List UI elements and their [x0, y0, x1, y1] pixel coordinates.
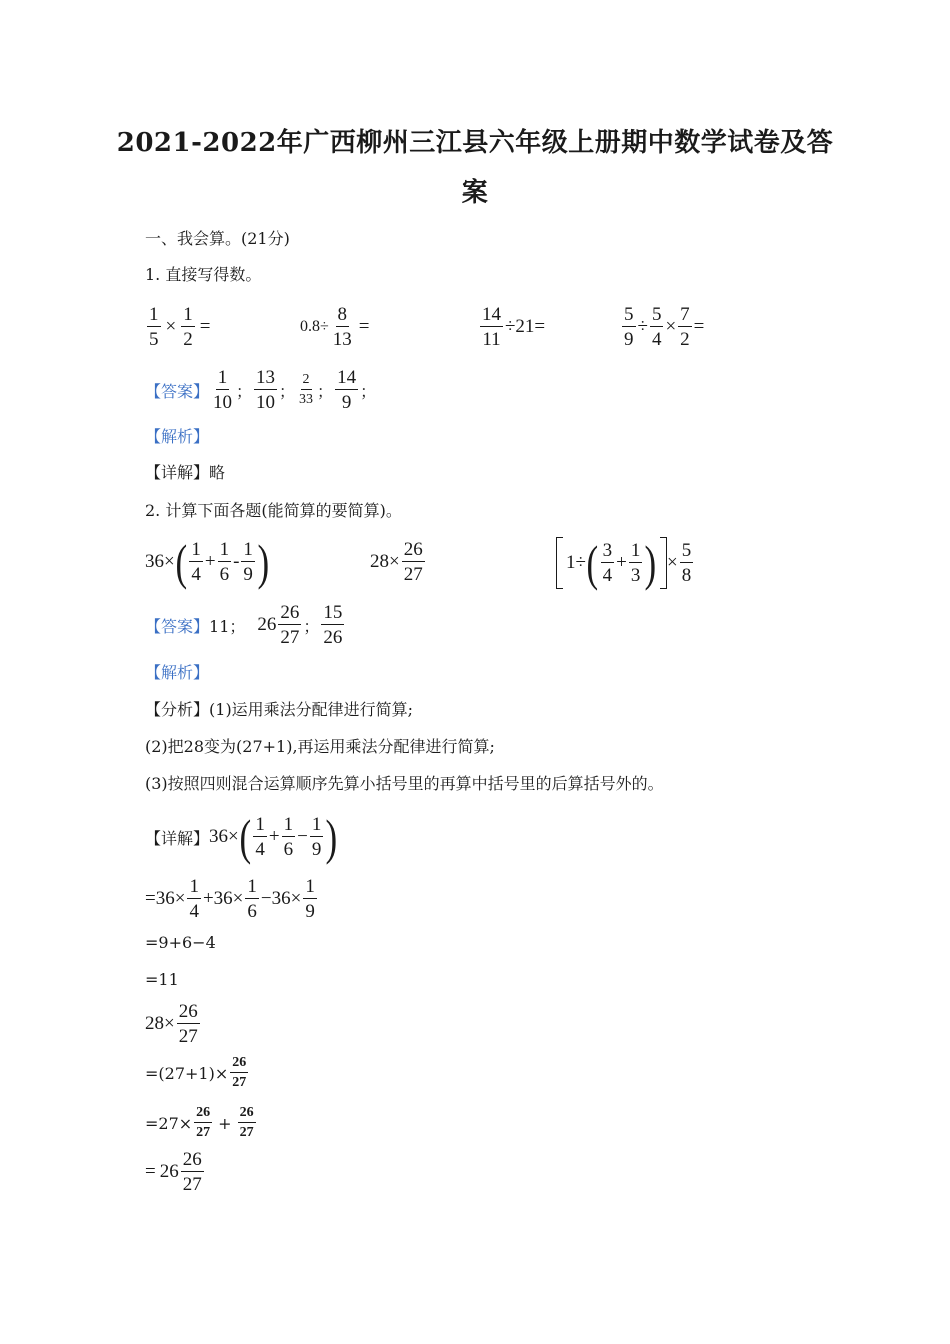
- q2-step-6: =27× $\frac{26}{27}$ + $\frac{26}{27}$: [145, 1105, 254, 1140]
- fraction: $\frac{14}{9}$: [337, 367, 357, 413]
- fraction: $\frac{1}{4}$: [191, 539, 201, 585]
- q2-step-5: =(27+1)× $\frac{26}{27}$: [145, 1055, 247, 1090]
- q2-analysis-line-2: (2)把28变为(27+1),再运用乘法分配律进行简算;: [145, 737, 495, 756]
- fraction: $\frac{13}{10}$: [256, 367, 276, 413]
- q1-answer: 【答案】 $\frac{1}{10}$ ； $\frac{13}{10}$ ； $\frac{2}{33}$ ； $\frac{14}{9}$ ；: [145, 367, 377, 413]
- q1-analysis-tag: 【解析】: [145, 427, 210, 446]
- fraction: $\frac{8}{13}$: [332, 304, 352, 350]
- document-title-line1: 2021-2022年广西柳州三江县六年级上册期中数学试卷及答: [116, 128, 834, 158]
- q2-step-1: =36× $\frac{1}{4}$ +36× $\frac{1}{6}$ −36× $\frac{1}{9}$: [145, 876, 315, 922]
- fraction: $\frac{1}{2}$: [183, 304, 193, 350]
- q2-analysis-line-3: (3)按照四则混合运算顺序先算小括号里的再算中括号里的后算括号外的。: [145, 774, 664, 793]
- question-2-label: 2. 计算下面各题(能简算的要简算)。: [145, 501, 402, 520]
- q1-detail: 【详解】 略: [145, 463, 226, 482]
- q2-answer: 【答案】 11； 26 $\frac{26}{27}$ ； $\frac{15}{26}$: [145, 602, 343, 648]
- answer-tag: 【答案】: [145, 616, 210, 636]
- fraction: $\frac{26}{27}$: [196, 1105, 211, 1140]
- q2-step-4: 28× $\frac{26}{27}$: [145, 1001, 198, 1047]
- fraction: $\frac{1}{9}$: [311, 814, 322, 860]
- fraction: $\frac{1}{6}$: [247, 876, 257, 922]
- q2-expr-3: 1÷ ( $\frac{3}{4}$ + $\frac{1}{3}$ ) × $\frac{5}{8}$: [556, 537, 695, 589]
- fraction: $\frac{1}{9}$: [305, 876, 315, 922]
- q2-step-2: =9+6−4: [145, 933, 216, 952]
- q2-step-3: =11: [145, 970, 179, 989]
- section-heading: 一、我会算。(21分): [145, 229, 290, 248]
- fraction: $\frac{26}{27}$: [280, 602, 300, 648]
- fraction: $\frac{15}{26}$: [323, 602, 343, 648]
- answer-tag: 【答案】: [145, 381, 210, 401]
- fraction: $\frac{26}{27}$: [178, 1001, 198, 1047]
- fraction: $\frac{1}{9}$: [243, 539, 253, 585]
- fraction: $\frac{5}{9}$: [624, 304, 634, 350]
- fraction: $\frac{26}{27}$: [232, 1055, 247, 1090]
- q2-step-7: = 26 $\frac{26}{27}$: [145, 1149, 202, 1195]
- fraction: $\frac{26}{27}$: [239, 1105, 254, 1140]
- q1-expr-1: $\frac{1}{5}$ × $\frac{1}{2}$ =: [149, 304, 211, 350]
- fraction: $\frac{1}{5}$: [149, 304, 159, 350]
- fraction: $\frac{1}{6}$: [283, 814, 294, 860]
- fraction: $\frac{2}{33}$: [299, 372, 314, 407]
- q1-expr-4: $\frac{5}{9}$ ÷ $\frac{5}{4}$ × $\frac{7}{2}$ =: [624, 304, 705, 350]
- fraction: $\frac{26}{27}$: [182, 1149, 202, 1195]
- fraction: $\frac{5}{8}$: [681, 540, 692, 586]
- q1-expr-3: $\frac{14}{11}$ ÷21=: [482, 304, 546, 350]
- fraction: $\frac{14}{11}$: [482, 304, 501, 350]
- document-title-line2: 案: [461, 178, 489, 208]
- fraction: $\frac{3}{4}$: [602, 540, 613, 586]
- q2-detail-start: 【详解】 36× ( $\frac{1}{4}$ + $\frac{1}{6}$ − $\frac{1}{9}$ ): [145, 809, 338, 865]
- question-1-label: 1. 直接写得数。: [145, 265, 262, 284]
- fraction: $\frac{1}{10}$: [213, 367, 233, 413]
- fraction: $\frac{26}{27}$: [403, 539, 423, 585]
- q1-expr-2: 0.8÷ $\frac{8}{13}$ =: [300, 304, 370, 350]
- fraction: $\frac{1}{6}$: [219, 539, 230, 585]
- fraction: $\frac{1}{3}$: [630, 540, 641, 586]
- q2-analysis-tag: 【解析】: [145, 663, 210, 682]
- fraction: $\frac{1}{4}$: [189, 876, 199, 922]
- q2-expr-1: 36× ( $\frac{1}{4}$ + $\frac{1}{6}$ - $\frac{1}{9}$ ): [145, 534, 270, 590]
- fraction: $\frac{5}{4}$: [651, 304, 662, 350]
- q2-analysis-line-1: 【分析】 (1)运用乘法分配律进行简算;: [145, 700, 414, 719]
- q2-expr-2: 28× $\frac{26}{27}$: [370, 539, 423, 585]
- fraction: $\frac{7}{2}$: [680, 304, 690, 350]
- fraction: $\frac{1}{4}$: [255, 814, 265, 860]
